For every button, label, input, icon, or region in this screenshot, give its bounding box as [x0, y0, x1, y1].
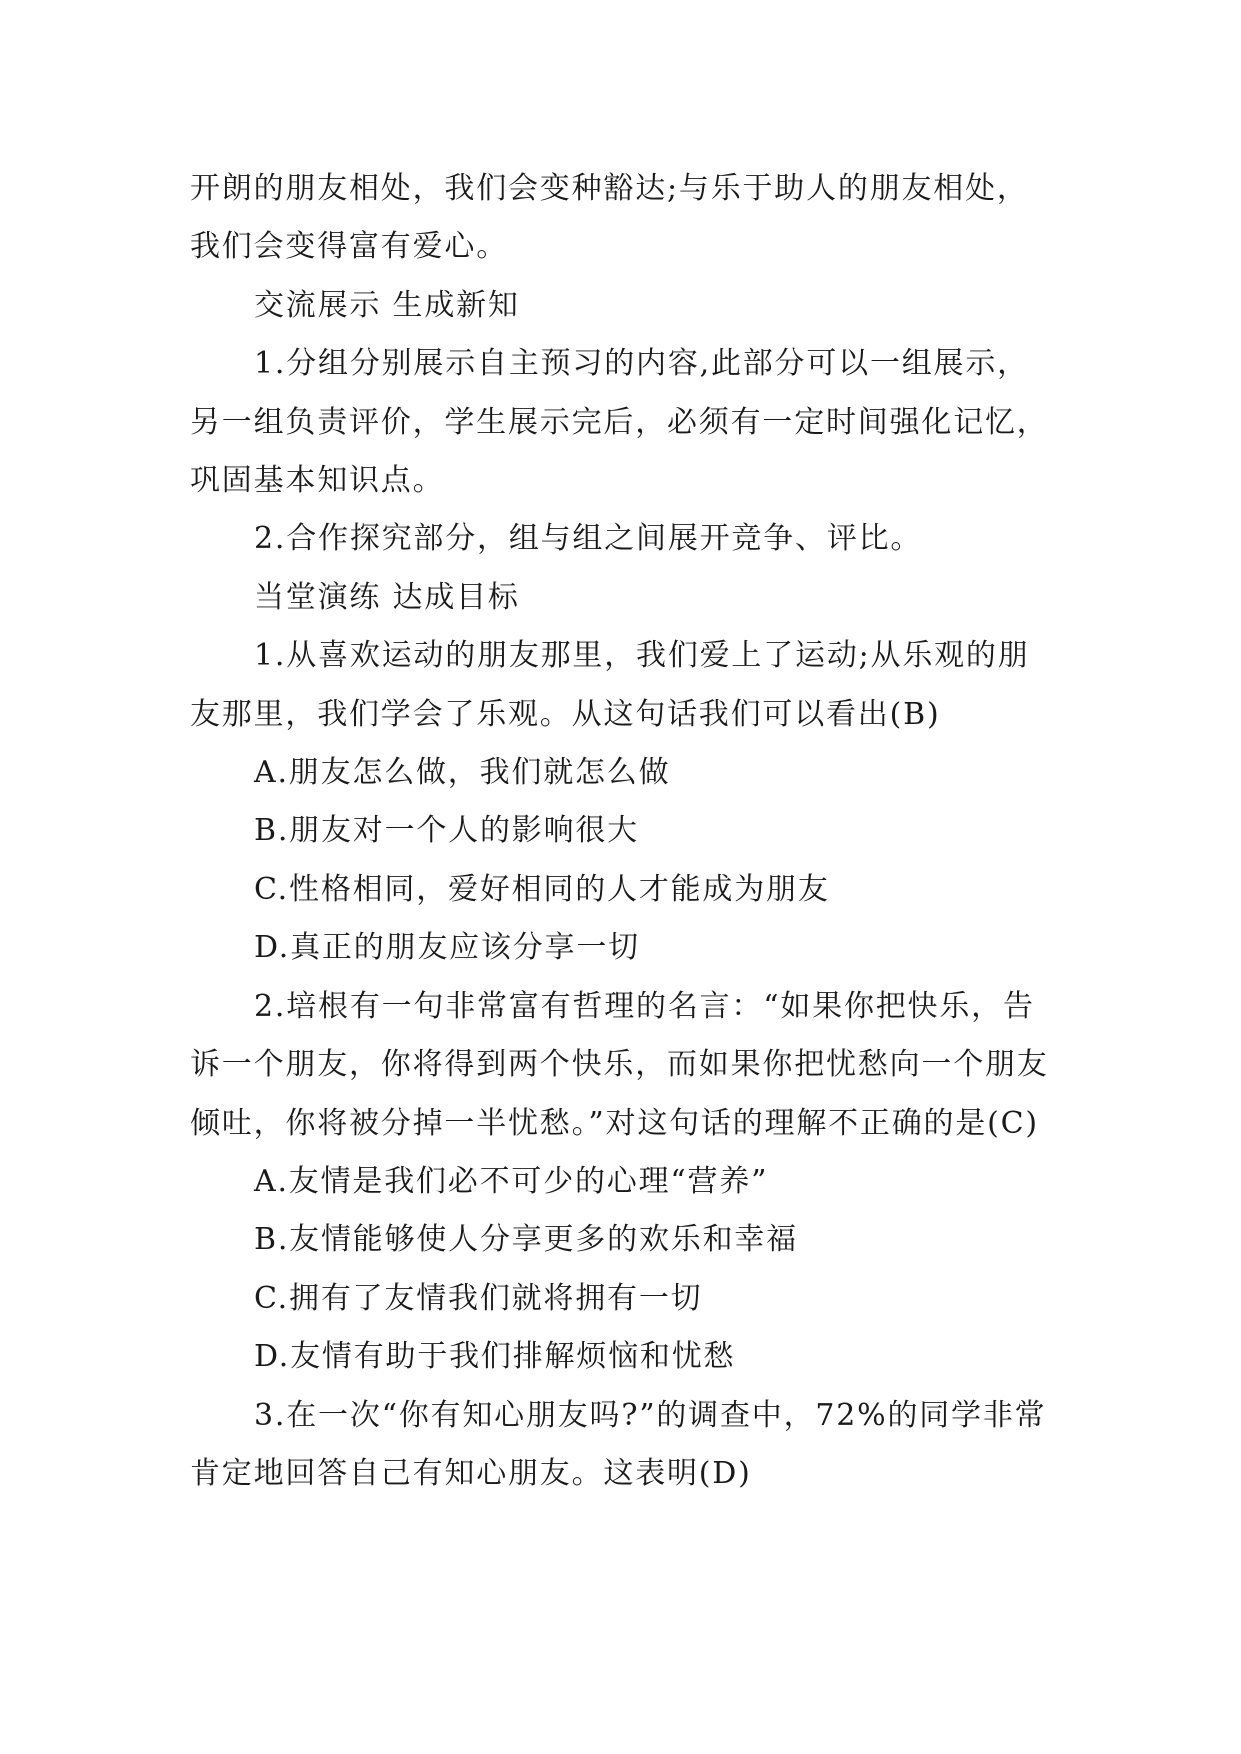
- question-2-option-a: A.友情是我们必不可少的心理“营养”: [254, 1163, 769, 1199]
- paragraph-group-display: 1.分组分别展示自主预习的内容,此部分可以一组展示，另一组负责评价，学生展示完后，必须有一定时间强化记忆，巩固基本知识点。: [190, 346, 1049, 499]
- question-1-option-c: C.性格相同，爱好相同的人才能成为朋友: [254, 871, 830, 907]
- question-3: 3.在一次“你有知心朋友吗?”的调查中，72%的同学非常肯定地回答自己有知心朋友。这表明(D): [190, 1397, 1047, 1491]
- question-2-option-d: D.友情有助于我们排解烦恼和忧愁: [254, 1339, 736, 1375]
- section-heading-exchange: 交流展示 生成新知: [254, 287, 520, 323]
- paragraph-cooperation: 2.合作探究部分，组与组之间展开竞争、评比。: [254, 521, 923, 557]
- question-1-option-b: B.朋友对一个人的影响很大: [254, 813, 639, 849]
- paragraph-continuation: 开朗的朋友相处，我们会变种豁达;与乐于助人的朋友相处，我们会变得富有爱心。: [190, 171, 1029, 265]
- question-1: 1.从喜欢运动的朋友那里，我们爱上了运动;从乐观的朋友那里，我们学会了乐观。从这句话我们可以看出(B): [190, 638, 1030, 732]
- question-1-option-d: D.真正的朋友应该分享一切: [254, 930, 640, 966]
- question-2: 2.培根有一句非常富有哲理的名言：“如果你把快乐，告诉一个朋友，你将得到两个快乐，而如果你把忧愁向一个朋友倾吐，你将被分掉一半忧愁。”对这句话的理解不正确的是(C): [190, 988, 1049, 1141]
- question-2-option-b: B.友情能够使人分享更多的欢乐和幸福: [254, 1222, 798, 1258]
- question-1-option-a: A.朋友怎么做，我们就怎么做: [254, 755, 671, 791]
- document-page: [190, 160, 1060, 1503]
- question-2-option-c: C.拥有了友情我们就将拥有一切: [254, 1280, 703, 1316]
- section-heading-practice: 当堂演练 达成目标: [254, 579, 520, 615]
